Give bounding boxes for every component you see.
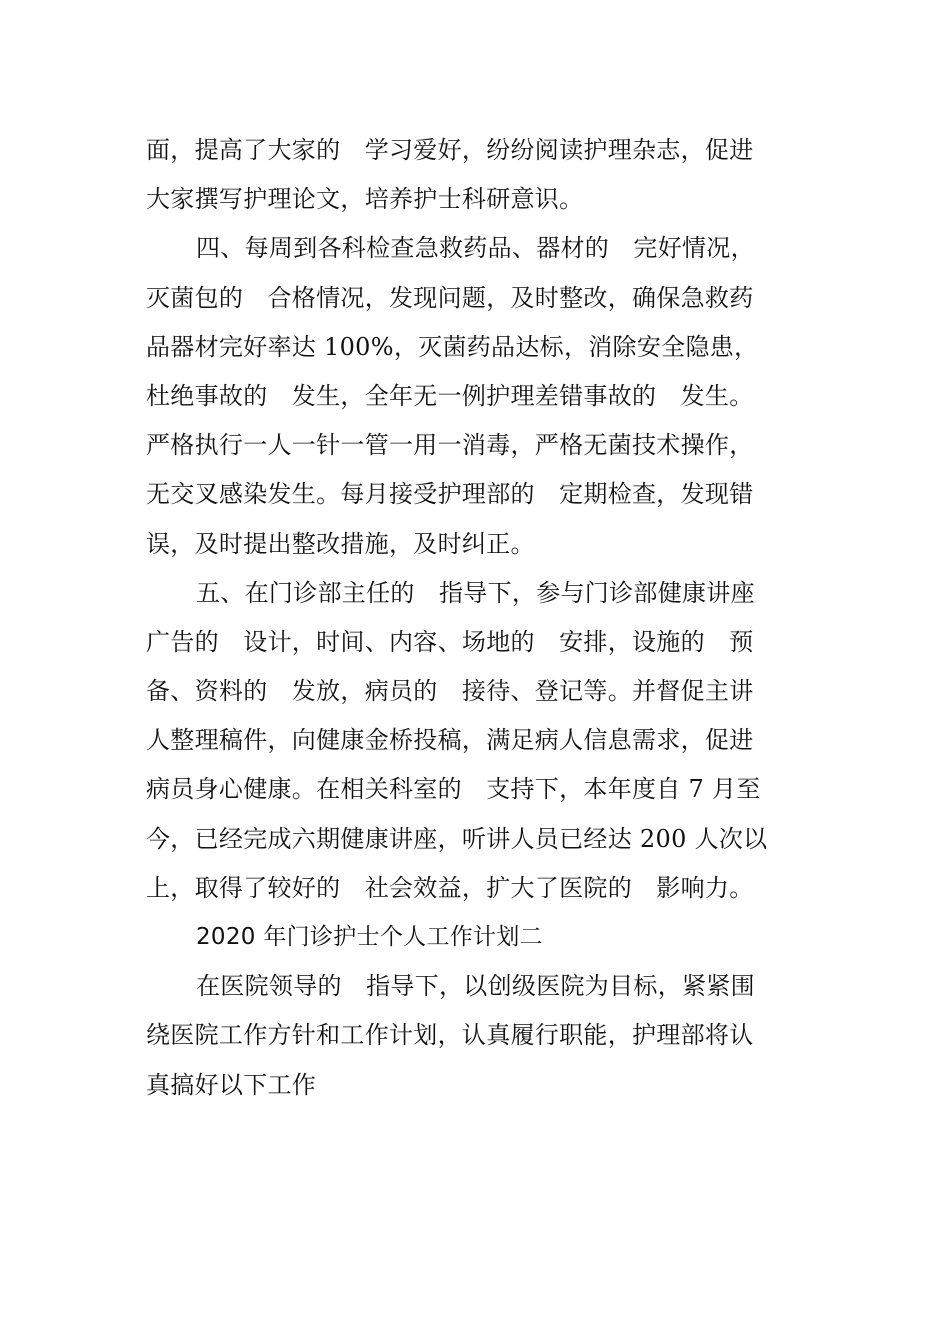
paragraph-line: 灭菌包的 合格情况，发现问题，及时整改，确保急救药 — [146, 283, 754, 312]
paragraph-line: 广告的 设计，时间、内容、场地的 安排，设施的 预 — [146, 627, 754, 656]
paragraph-line: 四、每周到各科检查急救药品、器材的 完好情况， — [196, 234, 755, 263]
paragraph-line: 病员身心健康。在相关科室的 支持下，本年度自 7 月至 — [146, 775, 761, 804]
paragraph-line: 严格执行一人一针一管一用一消毒，严格无菌技术操作， — [146, 431, 754, 460]
paragraph-line: 上，取得了较好的 社会效益，扩大了医院的 影响力。 — [146, 873, 754, 902]
document-body — [146, 126, 786, 1110]
paragraph-line: 绕医院工作方针和工作计划，认真履行职能，护理部将认 — [146, 1021, 754, 1050]
paragraph-line: 备、资料的 发放，病员的 接待、登记等。并督促主讲 — [146, 677, 754, 706]
paragraph-line: 无交叉感染发生。每月接受护理部的 定期检查，发现错 — [146, 480, 754, 509]
section-heading: 2020 年门诊护士个人工作计划二 — [196, 924, 543, 950]
paragraph-line: 在医院领导的 指导下，以创级医院为目标，紧紧围 — [196, 972, 755, 1001]
paragraph-line: 误，及时提出整改措施，及时纠正。 — [146, 529, 535, 558]
paragraph-line: 大家撰写护理论文，培养护士科研意识。 — [146, 185, 584, 214]
paragraph-line: 品器材完好率达 100%，灭菌药品达标，消除安全隐患， — [146, 332, 759, 361]
paragraph-line: 今，已经完成六期健康讲座，听讲人员已经达 200 人次以 — [146, 824, 768, 853]
paragraph-line: 五、在门诊部主任的 指导下，参与门诊部健康讲座 — [196, 578, 755, 607]
paragraph-line: 人整理稿件，向健康金桥投稿，满足病人信息需求，促进 — [146, 726, 754, 755]
paragraph-line: 杜绝事故的 发生，全年无一例护理差错事故的 发生。 — [146, 381, 754, 410]
paragraph-line: 真搞好以下工作 — [146, 1070, 317, 1099]
paragraph-line: 面，提高了大家的 学习爱好，纷纷阅读护理杂志，促进 — [146, 136, 754, 164]
